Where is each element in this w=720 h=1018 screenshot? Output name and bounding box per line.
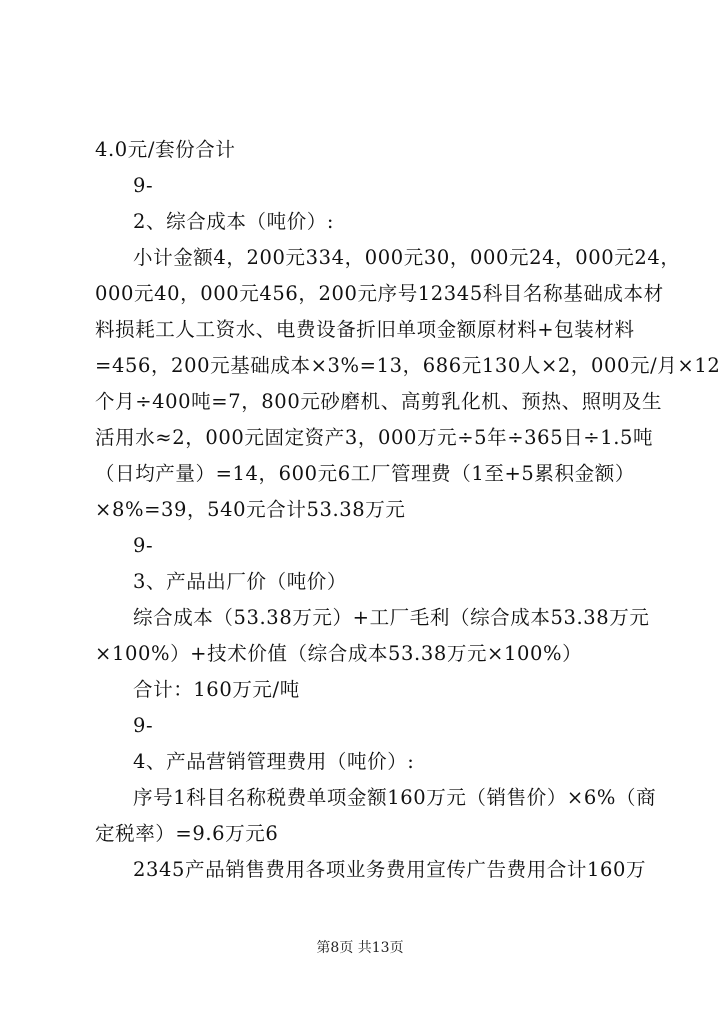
text-line: 9- [133,174,154,197]
text-line: 2345产品销售费用各项业务费用宣传广告费用合计160万 [133,858,647,881]
section-heading: 4、产品营销管理费用（吨价）: [133,750,415,773]
text-line: 活用水≈2，000元固定资产3，000万元÷5年÷365日÷1.5吨 [95,426,654,449]
text-line: 9- [133,714,154,737]
text-line: 小计金额4，200元334，000元30，000元24，000元24， [133,246,681,269]
text-line: ×100%）+技术价值（综合成本53.38万元×100%） [95,642,583,665]
text-line: 9- [133,534,154,557]
text-line: 定税率）=9.6万元6 [95,822,279,845]
text-line: =456，200元基础成本×3%=13，686元130人×2，000元/月×12 [95,354,720,377]
text-line: 合计：160万元/吨 [133,678,300,701]
page-footer: 第8页 共13页 [316,940,404,956]
section-heading: 3、产品出厂价（吨价） [133,570,348,593]
text-line: （日均产量）=14，600元6工厂管理费（1至+5累积金额） [95,462,635,485]
text-line: 料损耗工人工资水、电费设备折旧单项金额原材料+包装材料 [95,318,635,341]
text-line: 000元40，000元456，200元序号12345科目名称基础成本材 [95,282,664,305]
text-line: 个月÷400吨=7，800元砂磨机、高剪乳化机、预热、照明及生 [95,390,663,413]
text-line: ×8%=39，540元合计53.38万元 [95,498,406,521]
text-line: 序号1科目名称税费单项金额160万元（销售价）×6%（商 [133,786,657,809]
section-heading: 2、综合成本（吨价）: [133,210,335,233]
text-line: 4.0元/套份合计 [95,138,236,161]
text-line: 综合成本（53.38万元）+工厂毛利（综合成本53.38万元 [133,606,650,629]
